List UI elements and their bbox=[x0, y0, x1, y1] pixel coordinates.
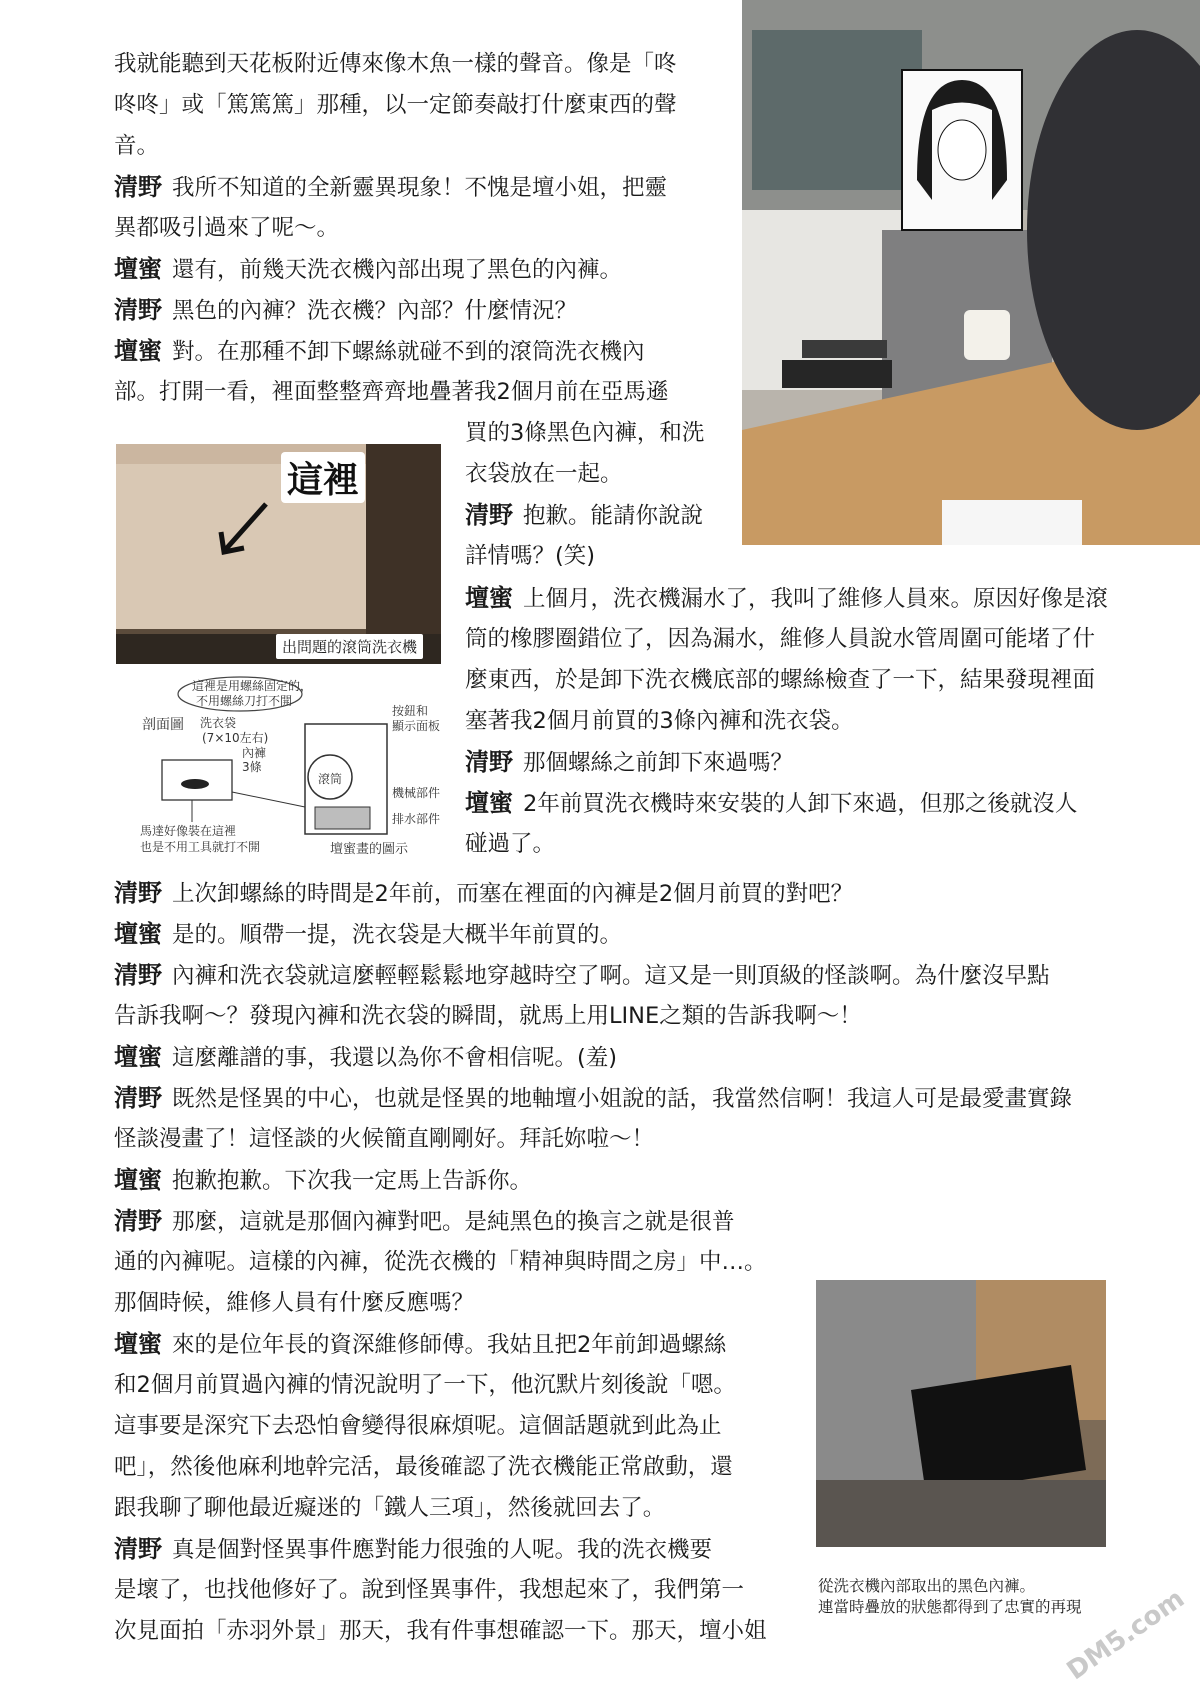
sketch-underwear-1: 內褲 bbox=[242, 746, 267, 760]
speaker-label: 清野 bbox=[114, 879, 162, 907]
line-9: 部。打開一看，裡面整整齊齊地疊著我2個月前在亞馬遜 bbox=[114, 379, 669, 405]
speaker-label: 清野 bbox=[114, 1207, 162, 1235]
speaker-label: 壇蜜 bbox=[465, 584, 513, 612]
sketch-drain-part: 排水部件 bbox=[392, 812, 441, 826]
line-38: 是壞了，也找他修好了。說到怪異事件，我想起來了，我們第一 bbox=[114, 1577, 745, 1603]
text-block-middle bbox=[114, 873, 1072, 1201]
speaker-label: 清野 bbox=[114, 173, 162, 201]
speaker-label: 壇蜜 bbox=[114, 1166, 162, 1194]
sketch-motor-1: 馬達好像裝在這裡 bbox=[140, 824, 237, 838]
washer-arrow-label: 這裡 bbox=[281, 452, 365, 503]
line-18: 清野 那個螺絲之前卸下來過嗎？ bbox=[465, 748, 794, 776]
line-26: 清野 既然是怪異的中心，也就是怪異的地軸壇小姐說的話，我當然信啊！我這人可是最愛畫實錄 bbox=[114, 1084, 1073, 1112]
cross-section-sketch bbox=[140, 672, 445, 862]
washer-photo bbox=[116, 444, 441, 664]
speaker-label: 清野 bbox=[114, 1084, 162, 1112]
line-23: 清野 內褲和洗衣袋就這麼輕輕鬆鬆地穿越時空了啊。這又是一則頂級的怪談啊。為什麼沒早點 bbox=[114, 961, 1050, 989]
interview-photo bbox=[742, 0, 1200, 545]
line-12: 清野 抱歉。能請你說說 bbox=[465, 501, 704, 529]
speaker-label: 清野 bbox=[465, 501, 513, 529]
speaker-label: 壇蜜 bbox=[114, 337, 162, 365]
speaker-label: 清野 bbox=[114, 961, 162, 989]
underwear-photo bbox=[816, 1280, 1106, 1547]
line-11: 衣袋放在一起。 bbox=[465, 461, 623, 487]
sketch-panel-2: 顯示面板 bbox=[392, 719, 441, 733]
sketch-drum: 滾筒 bbox=[318, 772, 343, 786]
line-2: 咚咚」或「篤篤篤」那種，以一定節奏敲打什麼東西的聲 bbox=[114, 92, 677, 118]
line-16: 麼東西，於是卸下洗衣機底部的螺絲檢查了一下，結果發現裡面 bbox=[465, 667, 1096, 693]
underwear-caption-2: 連當時疊放的狀態都得到了忠實的再現 bbox=[818, 1598, 1082, 1616]
line-7: 清野 黑色的內褲？洗衣機？內部？什麼情況？ bbox=[114, 296, 578, 324]
sketch-bag-label: 洗衣袋 bbox=[200, 716, 237, 730]
text-block-bottom bbox=[114, 1201, 767, 1652]
line-10: 買的3條黑色內褲，和洗 bbox=[465, 420, 705, 446]
speaker-label: 清野 bbox=[114, 296, 162, 324]
line-32: 壇蜜 來的是位年長的資深維修師傅。我姑且把2年前卸過螺絲 bbox=[114, 1330, 727, 1358]
line-3: 音。 bbox=[114, 133, 160, 159]
line-13: 詳情嗎？(笑) bbox=[465, 543, 596, 569]
sketch-machine-part: 機械部件 bbox=[392, 786, 441, 800]
line-21: 清野 上次卸螺絲的時間是2年前，而塞在裡面的內褲是2個月前買的對吧？ bbox=[114, 879, 854, 907]
line-39: 次見面拍「赤羽外景」那天，我有件事想確認一下。那天，壇小姐 bbox=[114, 1618, 767, 1644]
sketch-motor-2: 也是不用工具就打不開 bbox=[140, 840, 261, 854]
line-17: 塞著我2個月前買的3條內褲和洗衣袋。 bbox=[465, 708, 854, 734]
text-block-top bbox=[114, 44, 677, 413]
line-14: 壇蜜 上個月，洗衣機漏水了，我叫了維修人員來。原因好像是滾 bbox=[465, 584, 1109, 612]
line-15: 筒的橡膠圈錯位了，因為漏水，維修人員說水管周圍可能堵了什 bbox=[465, 626, 1096, 652]
text-block-right bbox=[465, 578, 1108, 865]
line-29: 清野 那麼，這就是那個內褲對吧。是純黑色的換言之就是很普 bbox=[114, 1207, 735, 1235]
line-34: 這事要是深究下去恐怕會變得很麻煩呢。這個話題就到此為止 bbox=[114, 1413, 722, 1439]
line-31: 那個時候，維修人員有什麼反應嗎？ bbox=[114, 1290, 475, 1316]
line-37: 清野 真是個對怪異事件應對能力很強的人呢。我的洗衣機要 bbox=[114, 1535, 713, 1563]
line-1: 我就能聽到天花板附近傳來像木魚一樣的聲音。像是「咚 bbox=[114, 51, 677, 77]
sketch-credit: 壇蜜畫的圖示 bbox=[330, 842, 409, 857]
line-22: 壇蜜 是的。順帶一提，洗衣袋是大概半年前買的。 bbox=[114, 920, 623, 948]
speaker-label: 壇蜜 bbox=[114, 920, 162, 948]
speaker-label: 清野 bbox=[114, 1535, 162, 1563]
sketch-note-top-1: 這裡是用螺絲固定的， bbox=[192, 679, 313, 693]
line-19: 壇蜜 2年前買洗衣機時來安裝的人卸下來過，但那之後就沒人 bbox=[465, 789, 1078, 817]
line-4: 清野 我所不知道的全新靈異現象！不愧是壇小姐，把靈 bbox=[114, 173, 668, 201]
washer-caption: 出問題的滾筒洗衣機 bbox=[276, 634, 423, 659]
speaker-label: 壇蜜 bbox=[465, 789, 513, 817]
speaker-label: 壇蜜 bbox=[114, 1043, 162, 1071]
line-27: 怪談漫畫了！這怪談的火候簡直剛剛好。拜託妳啦〜！ bbox=[114, 1126, 655, 1152]
sketch-bag-size: (7×10左右) bbox=[202, 731, 269, 745]
line-25: 壇蜜 這麼離譜的事，我還以為你不會相信呢。(羞) bbox=[114, 1043, 618, 1071]
line-30: 通的內褲呢。這樣的內褲，從洗衣機的「精神與時間之房」中…。 bbox=[114, 1249, 767, 1275]
sketch-underwear-2: 3條 bbox=[242, 760, 262, 774]
line-33: 和2個月前買過內褲的情況說明了一下，他沉默片刻後說「嗯。 bbox=[114, 1372, 736, 1398]
watermark: DM5.com bbox=[1061, 1583, 1191, 1687]
line-20: 碰過了。 bbox=[465, 831, 556, 857]
speaker-label: 壇蜜 bbox=[114, 1330, 162, 1358]
sketch-note-top-2: 不用螺絲刀打不開 bbox=[196, 694, 293, 708]
line-35: 吧」，然後他麻利地幹完活，最後確認了洗衣機能正常啟動，還 bbox=[114, 1454, 733, 1480]
text-block-narrow bbox=[465, 413, 704, 577]
line-8: 壇蜜 對。在那種不卸下螺絲就碰不到的滾筒洗衣機內 bbox=[114, 337, 645, 365]
sketch-panel-1: 按鈕和 bbox=[392, 704, 429, 718]
speaker-label: 壇蜜 bbox=[114, 255, 162, 283]
underwear-caption-1: 從洗衣機內部取出的黑色內褲。 bbox=[818, 1577, 1036, 1595]
line-5: 異都吸引過來了呢〜。 bbox=[114, 215, 340, 241]
line-28: 壇蜜 抱歉抱歉。下次我一定馬上告訴你。 bbox=[114, 1166, 533, 1194]
sketch-section-label: 剖面圖 bbox=[142, 717, 184, 733]
speaker-label: 清野 bbox=[465, 748, 513, 776]
line-36: 跟我聊了聊他最近癡迷的「鐵人三項」，然後就回去了。 bbox=[114, 1495, 666, 1521]
line-24: 告訴我啊〜？發現內褲和洗衣袋的瞬間，就馬上用LINE之類的告訴我啊〜！ bbox=[114, 1003, 862, 1029]
line-6: 壇蜜 還有，前幾天洗衣機內部出現了黑色的內褲。 bbox=[114, 255, 623, 283]
